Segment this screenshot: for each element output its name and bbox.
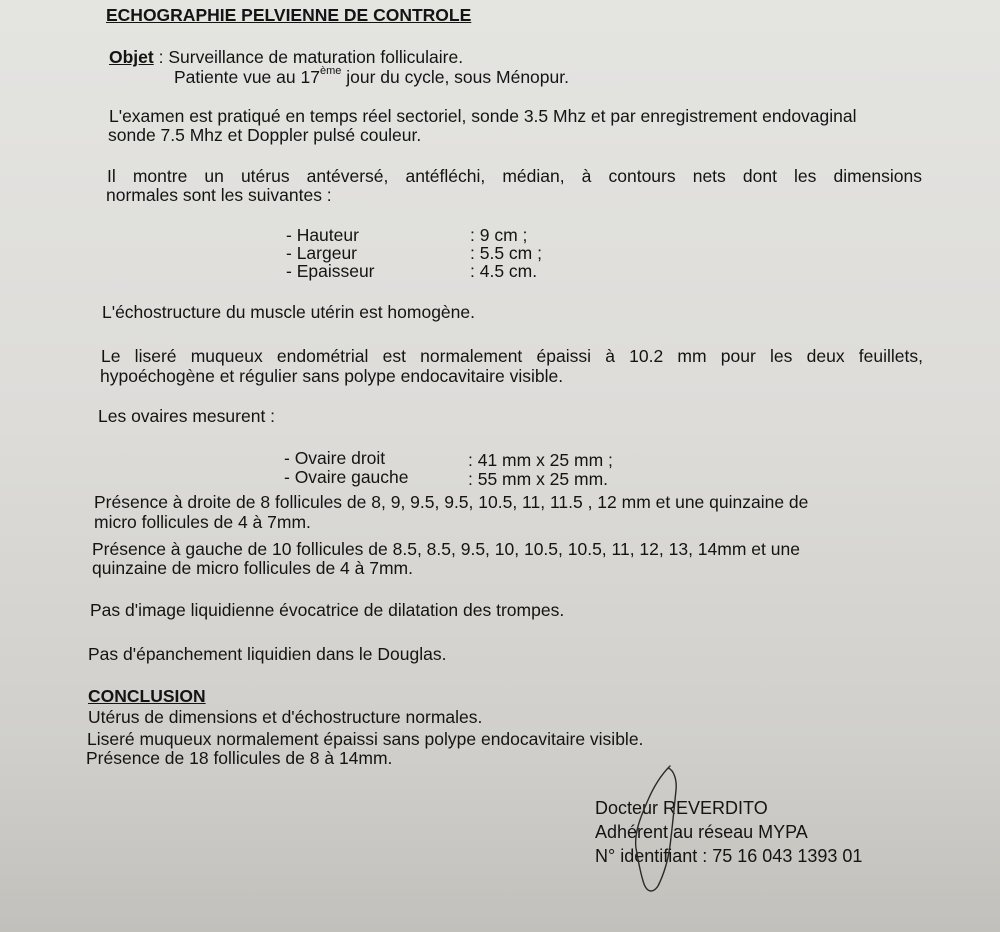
network-membership: Adhérent au réseau MYPA (595, 822, 808, 842)
objet-line-1 (109, 47, 463, 67)
dim-label: - Largeur (286, 243, 358, 263)
dim-value: : 9 cm ; (470, 225, 528, 245)
douglas-text: Pas d'épanchement liquidien dans le Douglas. (88, 644, 447, 664)
identifier-number: N° identifiant : 75 16 043 1393 01 (595, 846, 863, 866)
dim-value: : 4.5 cm. (470, 261, 538, 281)
exam-line-1: L'examen est pratiqué en temps réel sectoriel, sonde 3.5 Mhz et par enregistrement endovaginal (109, 106, 857, 126)
uterus-line-2: normales sont les suivantes : (106, 185, 332, 205)
trompes-text: Pas d'image liquidienne évocatrice de dilatation des trompes. (90, 600, 565, 620)
doctor-name: Docteur REVERDITO (595, 798, 768, 818)
follicules-droite-line-1: Présence à droite de 8 follicules de 8, 9, 9.5, 9.5, 10.5, 11, 11.5 , 12 mm et une quinzaine de (94, 492, 809, 512)
handwritten-signature (610, 760, 690, 900)
follicules-gauche-line-1: Présence à gauche de 10 follicules de 8.5, 8.5, 9.5, 10, 10.5, 10.5, 11, 12, 13, 14mm et une (92, 539, 800, 559)
ovaires-intro: Les ovaires mesurent : (98, 406, 276, 426)
endometre-line-2: hypoéchogène et régulier sans polype endocavitaire visible. (100, 366, 564, 386)
uterus-line-1: Il montre un utérus antéversé, antéfléchi, médian, à contours nets dont les dimensions (107, 166, 922, 186)
ovaire-label: - Ovaire droit (284, 448, 386, 468)
conclusion-line: Utérus de dimensions et d'échostructure normales. (88, 707, 483, 727)
report-title: ECHOGRAPHIE PELVIENNE DE CONTROLE (106, 5, 472, 25)
ovaire-value: : 55 mm x 25 mm. (468, 469, 609, 489)
endometre-line-1: Le liseré muqueux endométrial est normalement épaissi à 10.2 mm pour les deux feuillets, (101, 346, 923, 366)
dim-label: - Epaisseur (286, 261, 375, 281)
objet-separator: : (153, 47, 164, 67)
conclusion-line: Liseré muqueux normalement épaissi sans polype endocavitaire visible. (87, 729, 644, 749)
objet-label: Objet (109, 47, 154, 67)
ordinal-superscript: ème (319, 65, 342, 77)
echostructure-text: L'échostructure du muscle utérin est homogène. (102, 302, 475, 322)
follicules-droite-line-2: micro follicules de 4 à 7mm. (94, 512, 311, 532)
dim-value: : 5.5 cm ; (470, 243, 542, 263)
objet-line-2: Patiente vue au 17ème jour du cycle, sous Ménopur. (174, 65, 569, 87)
dim-label: - Hauteur (286, 225, 359, 245)
conclusion-line: Présence de 18 follicules de 8 à 14mm. (86, 748, 393, 768)
conclusion-heading: CONCLUSION (88, 686, 206, 706)
ovaire-value: : 41 mm x 25 mm ; (468, 450, 613, 470)
exam-line-2: sonde 7.5 Mhz et Doppler pulsé couleur. (108, 125, 422, 145)
objet-text: Surveillance de maturation folliculaire. (168, 47, 464, 67)
ovaire-label: - Ovaire gauche (284, 467, 409, 487)
follicules-gauche-line-2: quinzaine de micro follicules de 4 à 7mm. (92, 558, 413, 578)
